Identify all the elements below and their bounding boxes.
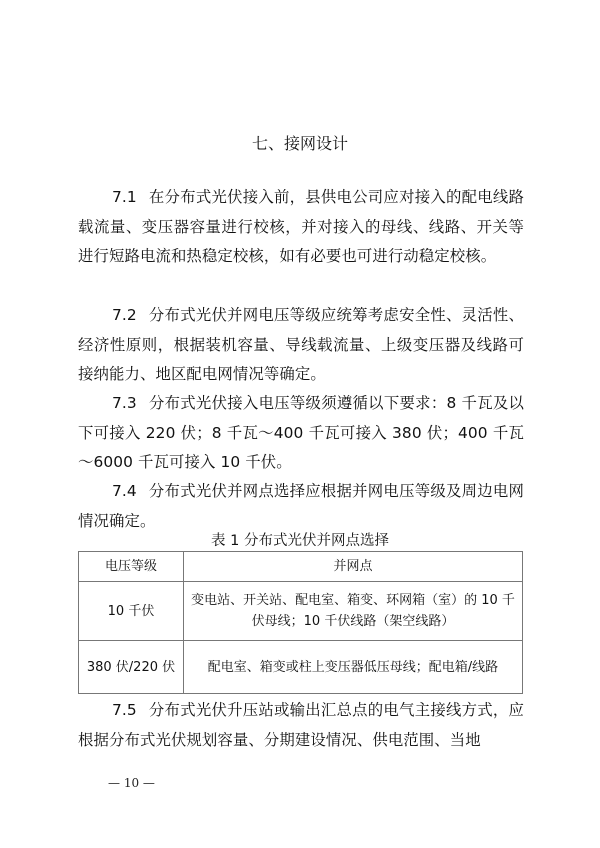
table-row [79,582,523,641]
section-title: 七、接网设计 [251,134,348,153]
table-row [79,641,523,694]
clause-number: 7.1 [112,188,137,206]
paragraph-7-4 [78,477,524,536]
clause-text: 分布式光伏并网点选择应根据并网电压等级及周边电网情况确定。 [78,482,524,530]
clause-text: 分布式光伏升压站或输出汇总点的电气主接线方式，应根据分布式光伏规划容量、分期建设情况、供电范围、当地 [78,701,524,749]
page-number: — 10 — [108,776,155,790]
clause-text: 分布式光伏接入电压等级须遵循以下要求：8 千瓦及以下可接入 220 伏；8 千瓦～400 千瓦可接入 380 伏；400 千瓦～6000 千瓦可接入 10 千伏。 [78,394,524,471]
table-caption: 表 1 分布式光伏并网点选择 [211,533,389,549]
paragraph-7-5 [78,696,524,755]
paragraph-7-2 [78,301,524,390]
clause-text: 分布式光伏并网电压等级应统筹考虑安全性、灵活性、经济性原则，根据装机容量、导线载流量、上级变压器及线路可接纳能力、地区配电网情况等确定。 [78,306,524,383]
clause-number: 7.2 [112,306,137,324]
table-cell: 380 伏/220 伏 [79,641,184,694]
clause-text: 在分布式光伏接入前，县供电公司应对接入的配电线路载流量、变压器容量进行校核，并对接入的母线、线路、开关等进行短路电流和热稳定校核，如有必要也可进行动稳定校核。 [78,188,524,265]
table-cell: 配电室、箱变或柱上变压器低压母线；配电箱/线路 [184,641,523,694]
clause-number: 7.4 [112,482,137,500]
table-header-row [79,552,523,582]
grid-connection-table [78,551,523,694]
clause-number: 7.3 [112,394,137,412]
paragraph-7-1 [78,183,524,272]
table-header-cell: 电压等级 [79,552,184,582]
paragraph-7-3 [78,389,524,478]
table-header-cell: 并网点 [184,552,523,582]
table-cell: 10 千伏 [79,582,184,641]
clause-number: 7.5 [112,701,137,719]
table-cell: 变电站、开关站、配电室、箱变、环网箱（室）的 10 千伏母线；10 千伏线路（架空线路） [184,582,523,641]
